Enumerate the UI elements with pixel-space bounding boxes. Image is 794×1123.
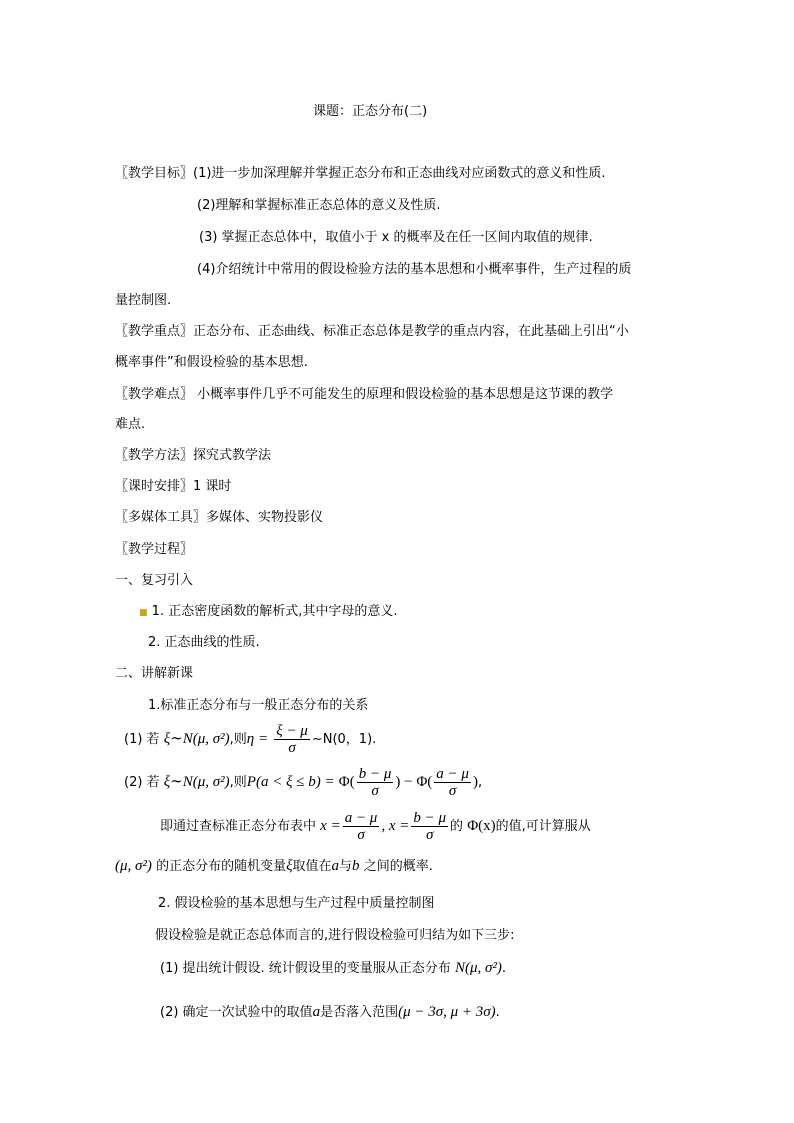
section-2-intro: 假设检验是就正态总体而言的,进行假设检验可归结为如下三步: xyxy=(155,928,515,943)
review-item-1-text: 1. 正态密度函数的解析式,其中字母的意义. xyxy=(151,604,398,619)
phi-of-x: Φ(x) xyxy=(467,818,496,834)
section-2-title: 2. 假设检验的基本思想与生产过程中质量控制图 xyxy=(158,896,435,911)
focus-line-1 xyxy=(115,323,629,341)
review-heading: 一、复习引入 xyxy=(115,573,194,588)
formula-1-then: ,则 xyxy=(229,732,247,747)
lookup-text-2d: 之间的概率. xyxy=(363,859,433,874)
media-text: 多媒体、实物投影仪 xyxy=(206,510,324,525)
var-a: a xyxy=(331,858,340,874)
difficulty-label: 〖教学难点〗 xyxy=(115,387,194,402)
fraction-b-mu-over-sigma xyxy=(411,810,448,843)
normal-N: N xyxy=(454,960,465,976)
xi-symbol: ξ xyxy=(286,858,293,874)
lookup-text-a: 即通过查标准正态分布表中 xyxy=(160,819,317,834)
mu-sigma-params: (μ, σ²) xyxy=(192,731,230,747)
fraction-denominator: σ xyxy=(357,827,365,843)
difficulty-text-a: 小概率事件几乎不可能发生的原理和假设检验的基本思想是这节课的教学 xyxy=(193,387,614,402)
lookup-paragraph-2 xyxy=(115,857,433,876)
formula-2-tail: , xyxy=(477,775,483,790)
formula-2-prefix: (2) 若 xyxy=(124,775,160,790)
bullet-marker-icon: ■ xyxy=(139,608,148,618)
fraction-numerator: b − μ xyxy=(413,810,447,826)
schedule-label: 〖课时安排〗 xyxy=(115,479,194,494)
formula-1-prefix: (1) 若 xyxy=(124,732,160,747)
step-2-text-a: (2) 确定一次试验中的取值 xyxy=(160,1005,313,1020)
focus-text-b: 概率事件”和假设检验的基本思想. xyxy=(115,355,308,370)
goals-line-1 xyxy=(115,165,606,183)
mu-sigma-params: (μ, σ²) xyxy=(115,858,152,874)
fraction-a-mu-over-sigma xyxy=(434,766,471,799)
section-1-title: 1.标准正态分布与一般正态分布的关系 xyxy=(148,698,369,713)
lookup-text-2c: 与 xyxy=(339,859,353,874)
prob-P: P xyxy=(246,774,256,790)
tilde-symbol: ∼ xyxy=(170,774,183,790)
method-label: 〖教学方法〗 xyxy=(115,448,194,463)
fraction-denominator: σ xyxy=(448,783,457,799)
fraction-denominator: σ xyxy=(288,740,296,756)
fraction-numerator: b − μ xyxy=(358,766,392,782)
step-2-period: . xyxy=(495,1005,500,1020)
var-b: b xyxy=(352,858,360,874)
xi-symbol: ξ xyxy=(163,731,171,747)
step-1: (1) 提出统计假设. 统计假设里的变量服从正态分布 N(μ, σ²). xyxy=(160,960,507,976)
prob-interval: (a < ξ ≤ b) = xyxy=(255,774,335,790)
goal-2: (2)理解和掌握标准正态总体的意义及性质. xyxy=(197,198,441,213)
schedule-text: 1 课时 xyxy=(193,479,232,494)
review-item-1 xyxy=(139,603,397,622)
phi-close: ) xyxy=(472,774,478,790)
three-sigma-range: (μ − 3σ, μ + 3σ) xyxy=(398,1004,496,1020)
tilde-symbol: ∼ xyxy=(170,731,183,747)
goal-4a: (4)介绍统计中常用的假设检验方法的基本思想和小概率事件，生产过程的质 xyxy=(197,262,632,277)
fraction-a-mu-over-sigma xyxy=(343,810,380,843)
goal-4b: 量控制图. xyxy=(115,293,172,308)
mu-sigma-params: (μ, σ²) xyxy=(464,960,502,976)
normal-N: N xyxy=(182,774,193,790)
lookup-paragraph-1 xyxy=(160,806,591,847)
goal-3: (3) 掌握正态总体中，取值小于 x 的概率及在任一区间内取值的规律. xyxy=(199,230,593,245)
method-text: 探究式教学法 xyxy=(193,448,272,463)
media-line xyxy=(115,509,323,527)
formula-1-tail: ∼N(0，1). xyxy=(311,732,377,747)
method-line xyxy=(115,447,271,465)
formula-1 xyxy=(124,719,376,760)
fraction-xi-mu-over-sigma xyxy=(274,723,310,756)
focus-text-a: 正态分布、正态曲线、标准正态总体是教学的重点内容，在此基础上引出“小 xyxy=(193,324,629,339)
formula-2-then: ,则 xyxy=(229,775,247,790)
normal-N: N xyxy=(182,731,193,747)
eta-equals: η = xyxy=(246,731,269,747)
schedule-line xyxy=(115,478,231,496)
step-2 xyxy=(160,1003,500,1022)
process-label: 〖教学过程〗 xyxy=(115,542,194,557)
x-equals: x = xyxy=(320,818,341,834)
mu-sigma-params: (μ, σ²) xyxy=(192,774,230,790)
lookup-text-2a: 的正态分布的随机变量 xyxy=(156,859,287,874)
xi-symbol: ξ xyxy=(163,774,171,790)
goals-label: 〖教学目标〗 xyxy=(115,166,194,181)
goal-1: (1)进一步加深理解并掌握正态分布和正态曲线对应函数式的意义和性质. xyxy=(193,166,606,181)
phi-minus: ) − Φ( xyxy=(395,774,433,790)
formula-2 xyxy=(124,762,482,803)
page-title: 课题：正态分布(二) xyxy=(313,104,428,119)
media-label: 〖多媒体工具〗 xyxy=(115,510,207,525)
difficulty-line-1 xyxy=(115,386,613,404)
var-a: a xyxy=(312,1004,321,1020)
fraction-denominator: σ xyxy=(426,827,434,843)
step-1-text: (1) 提出统计假设. 统计假设里的变量服从正态分布 xyxy=(160,961,451,976)
review-item-2: 2. 正态曲线的性质. xyxy=(148,635,260,650)
fraction-numerator: a − μ xyxy=(436,766,469,782)
fraction-numerator: ξ − μ xyxy=(276,723,308,739)
focus-label: 〖教学重点〗 xyxy=(115,324,194,339)
lookup-text-b: 的 xyxy=(450,819,464,834)
fraction-b-mu-over-sigma xyxy=(357,766,394,799)
lookup-text-2b: 取值在 xyxy=(292,859,332,874)
x-equals-2: , x = xyxy=(381,818,410,834)
lookup-text-c: 的值,可计算服从 xyxy=(495,819,591,834)
phi-open: Φ( xyxy=(338,774,355,790)
fraction-denominator: σ xyxy=(371,783,379,799)
difficulty-text-b: 难点. xyxy=(115,417,146,432)
fraction-numerator: a − μ xyxy=(344,810,378,826)
step-2-text-b: 是否落入范围 xyxy=(320,1005,399,1020)
newlesson-heading: 二、讲解新课 xyxy=(115,666,194,681)
